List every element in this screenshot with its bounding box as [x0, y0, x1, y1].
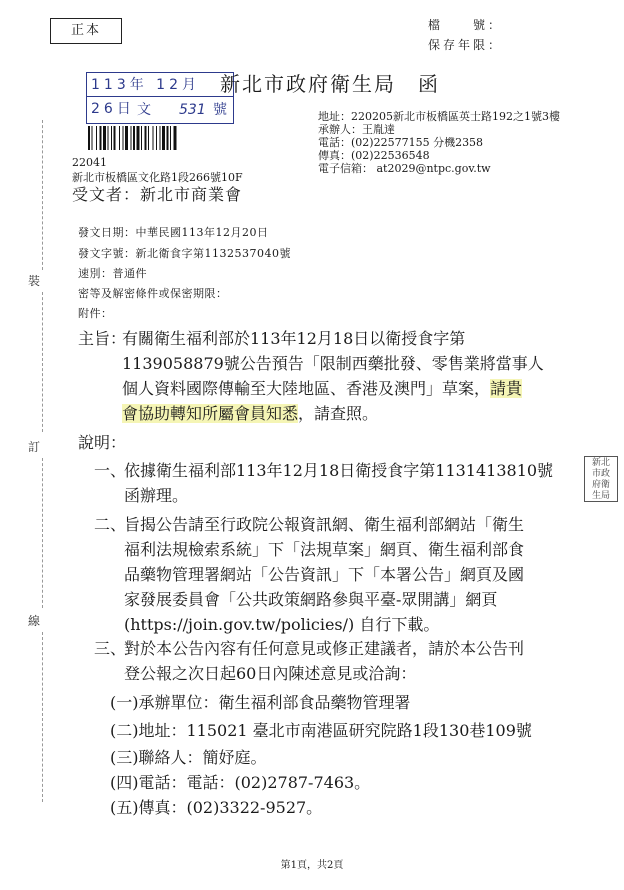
issuer-title [220, 68, 440, 97]
item-line: 函辦理。 [124, 486, 189, 505]
received-doc-label: 文 [137, 102, 151, 118]
seal-text: 生局 [591, 491, 610, 501]
subject-label: 主旨： [78, 329, 127, 348]
item-line: 家發展委員會「公共政策網路參與平臺-眾開講」網頁 [124, 590, 498, 609]
item-number: 二、 [94, 515, 127, 534]
seal-stamp [584, 456, 618, 502]
contact-phone: 電話：(02)22577155 分機2358 [318, 136, 484, 149]
subject-line: 個人資料國際傳輸至大陸地區、香港及澳門」草案， [122, 379, 491, 398]
contact-email: 電子信箱： at2029@ntpc.gov.tw [318, 162, 491, 175]
contact-fax: 傳真：(02)22536548 [318, 149, 430, 162]
subject-line: 1139058879號公告預告「限制西藥批發、零售業將當事人 [122, 354, 544, 373]
contact-address-item: (二)地址：115021 臺北市南港區研究院路1段130巷109號 [110, 721, 532, 740]
contact-officer: 承辦人：王胤達 [318, 123, 395, 136]
file-number-label: 檔 號： [428, 18, 504, 32]
binding-line [42, 120, 43, 270]
item-line: 品藥物管理署網站「公告資訊」下「本署公告」網頁及國 [124, 565, 525, 584]
description-label: 說明： [78, 433, 127, 452]
contact-phone-item: (四)電話：電話：(02)2787-7463。 [110, 773, 371, 792]
postal-code: 22041 [72, 156, 107, 169]
binding-line [42, 292, 43, 432]
item-number: 三、 [94, 639, 127, 658]
issue-date: 發文日期：中華民國113年12月20日 [78, 226, 269, 239]
item-line: (https://join.gov.tw/policies/) 自行下載。 [124, 615, 440, 634]
binding-mark: 裝 [28, 274, 41, 288]
page-footer: 第1頁，共2頁 [280, 860, 344, 871]
item-line: 福利法規檢索系統」下「法規草案」網頁、衛生福利部食 [124, 540, 525, 559]
subject-line: ，請查照。 [298, 404, 379, 423]
binding-mark: 訂 [28, 440, 41, 454]
seal-text: 府衛 [591, 480, 610, 490]
contact-person: (三)聯絡人：簡妤庭。 [110, 748, 267, 767]
received-number-suffix: 號 [213, 102, 227, 118]
item-line: 對於本公告內容有任何意見或修正建議者，請於本公告刊 [124, 639, 525, 658]
copy-mark: 正本 [50, 18, 122, 44]
subject-highlight: 請貴 [490, 379, 523, 398]
barcode [88, 126, 230, 150]
item-line: 登公報之次日起60日內陳述意見或洽詢： [124, 664, 417, 683]
binding-line [42, 632, 43, 802]
issuer-name: 新北市政府衛生局 [220, 72, 396, 96]
contact-unit: (一)承辦單位：衛生福利部食品藥物管理署 [110, 693, 411, 712]
secrecy: 密等及解密條件或保密期限： [78, 287, 228, 300]
seal-text: 市政 [591, 469, 610, 479]
doc-type: 函 [418, 72, 440, 96]
received-stamp [86, 72, 234, 124]
speed: 速別：普通件 [78, 267, 147, 280]
subject-highlight: 會協助轉知所屬會員知悉 [122, 404, 299, 423]
retention-label: 保存年限： [428, 38, 504, 52]
item-line: 依據衛生福利部113年12月18日衛授食字第1131413810號 [124, 461, 554, 480]
binding-mark: 線 [28, 614, 41, 628]
item-line: 旨揭公告請至行政院公報資訊網、衛生福利部網站「衛生 [124, 515, 525, 534]
seal-text: 新北 [591, 458, 610, 468]
subject-line: 有關衛生福利部於113年12月18日以衛授食字第 [122, 329, 466, 348]
binding-line [42, 458, 43, 608]
received-doc-number: 531 [179, 102, 206, 118]
contact-fax-item: (五)傳真：(02)3322-9527。 [110, 798, 323, 817]
doc-number: 發文字號：新北衛食字第1132537040號 [78, 247, 291, 260]
recipient: 受文者：新北市商業會 [72, 185, 243, 204]
received-date: 113年 12月 26日 [87, 73, 233, 97]
item-number: 一、 [94, 461, 127, 480]
contact-address: 地址：220205新北市板橋區英士路192之1號3樓 [318, 110, 560, 123]
recipient-address: 新北市板橋區文化路1段266號10F [72, 171, 243, 184]
attachment: 附件： [78, 307, 113, 320]
